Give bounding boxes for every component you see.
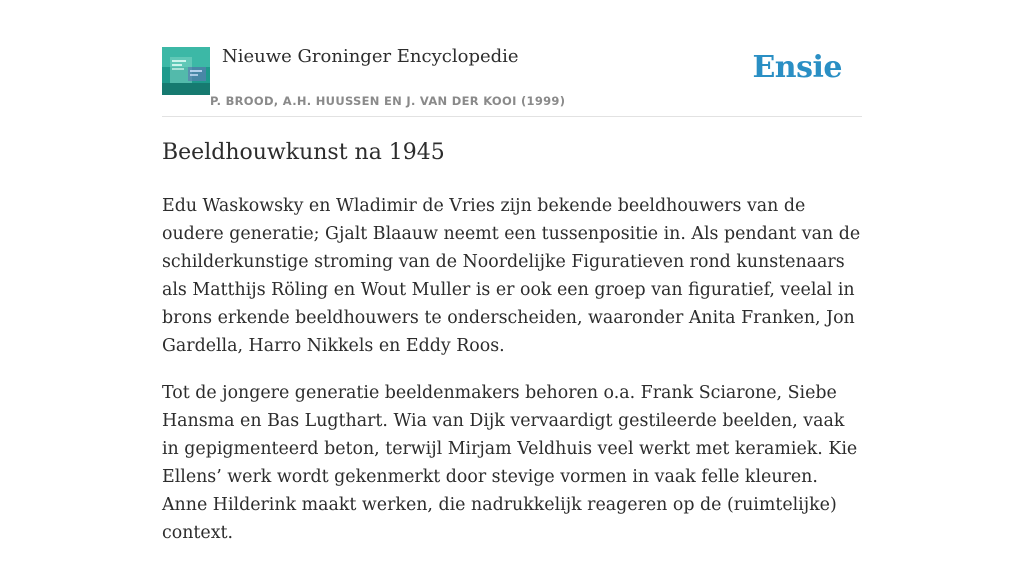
article-body bbox=[162, 192, 862, 566]
article-paragraph-1: Edu Waskowsky en Wladimir de Vries zijn bekende beeldhouwers van de oudere generatie; Gjalt Blaauw neemt een tussenpositie in. Als pendant van de schilderkunstige stroming van de Noordelijke Figuratieven rond kunstenaars als Matthijs Röling en Wout Muller is er ook een groep van figuratief, veelal in brons erkende beeldhouwers te onderscheiden, waaronder Anita Franken, Jon Gardella, Harro Nikkels en Eddy Roos. bbox=[162, 196, 861, 356]
article-paragraph-2: Tot de jongere generatie beeldenmakers behoren o.a. Frank Sciarone, Siebe Hansma en Bas Lugthart. Wia van Dijk vervaardigt gestileerde beelden, vaak in gepigmenteerd beton, terwijl Mirjam Veldhuis veel werkt met keramiek. Kie Ellens’ werk wordt gekenmerkt door stevige vormen in vaak felle kleuren. Anne Hilderink maakt werken, die nadrukkelijk reageren op de (ruimtelijke) context. bbox=[162, 383, 858, 543]
page-header bbox=[162, 0, 862, 117]
book-cover-art bbox=[162, 47, 210, 95]
ensie-logo[interactable]: Ensie bbox=[752, 50, 842, 85]
book-authors: P. BROOD, A.H. HUUSSEN EN J. VAN DER KOOI (1999) bbox=[210, 94, 566, 108]
book-title[interactable]: Nieuwe Groninger Encyclopedie bbox=[222, 46, 519, 67]
book-cover-image[interactable] bbox=[162, 47, 210, 95]
article-title: Beeldhouwkunst na 1945 bbox=[162, 140, 445, 165]
